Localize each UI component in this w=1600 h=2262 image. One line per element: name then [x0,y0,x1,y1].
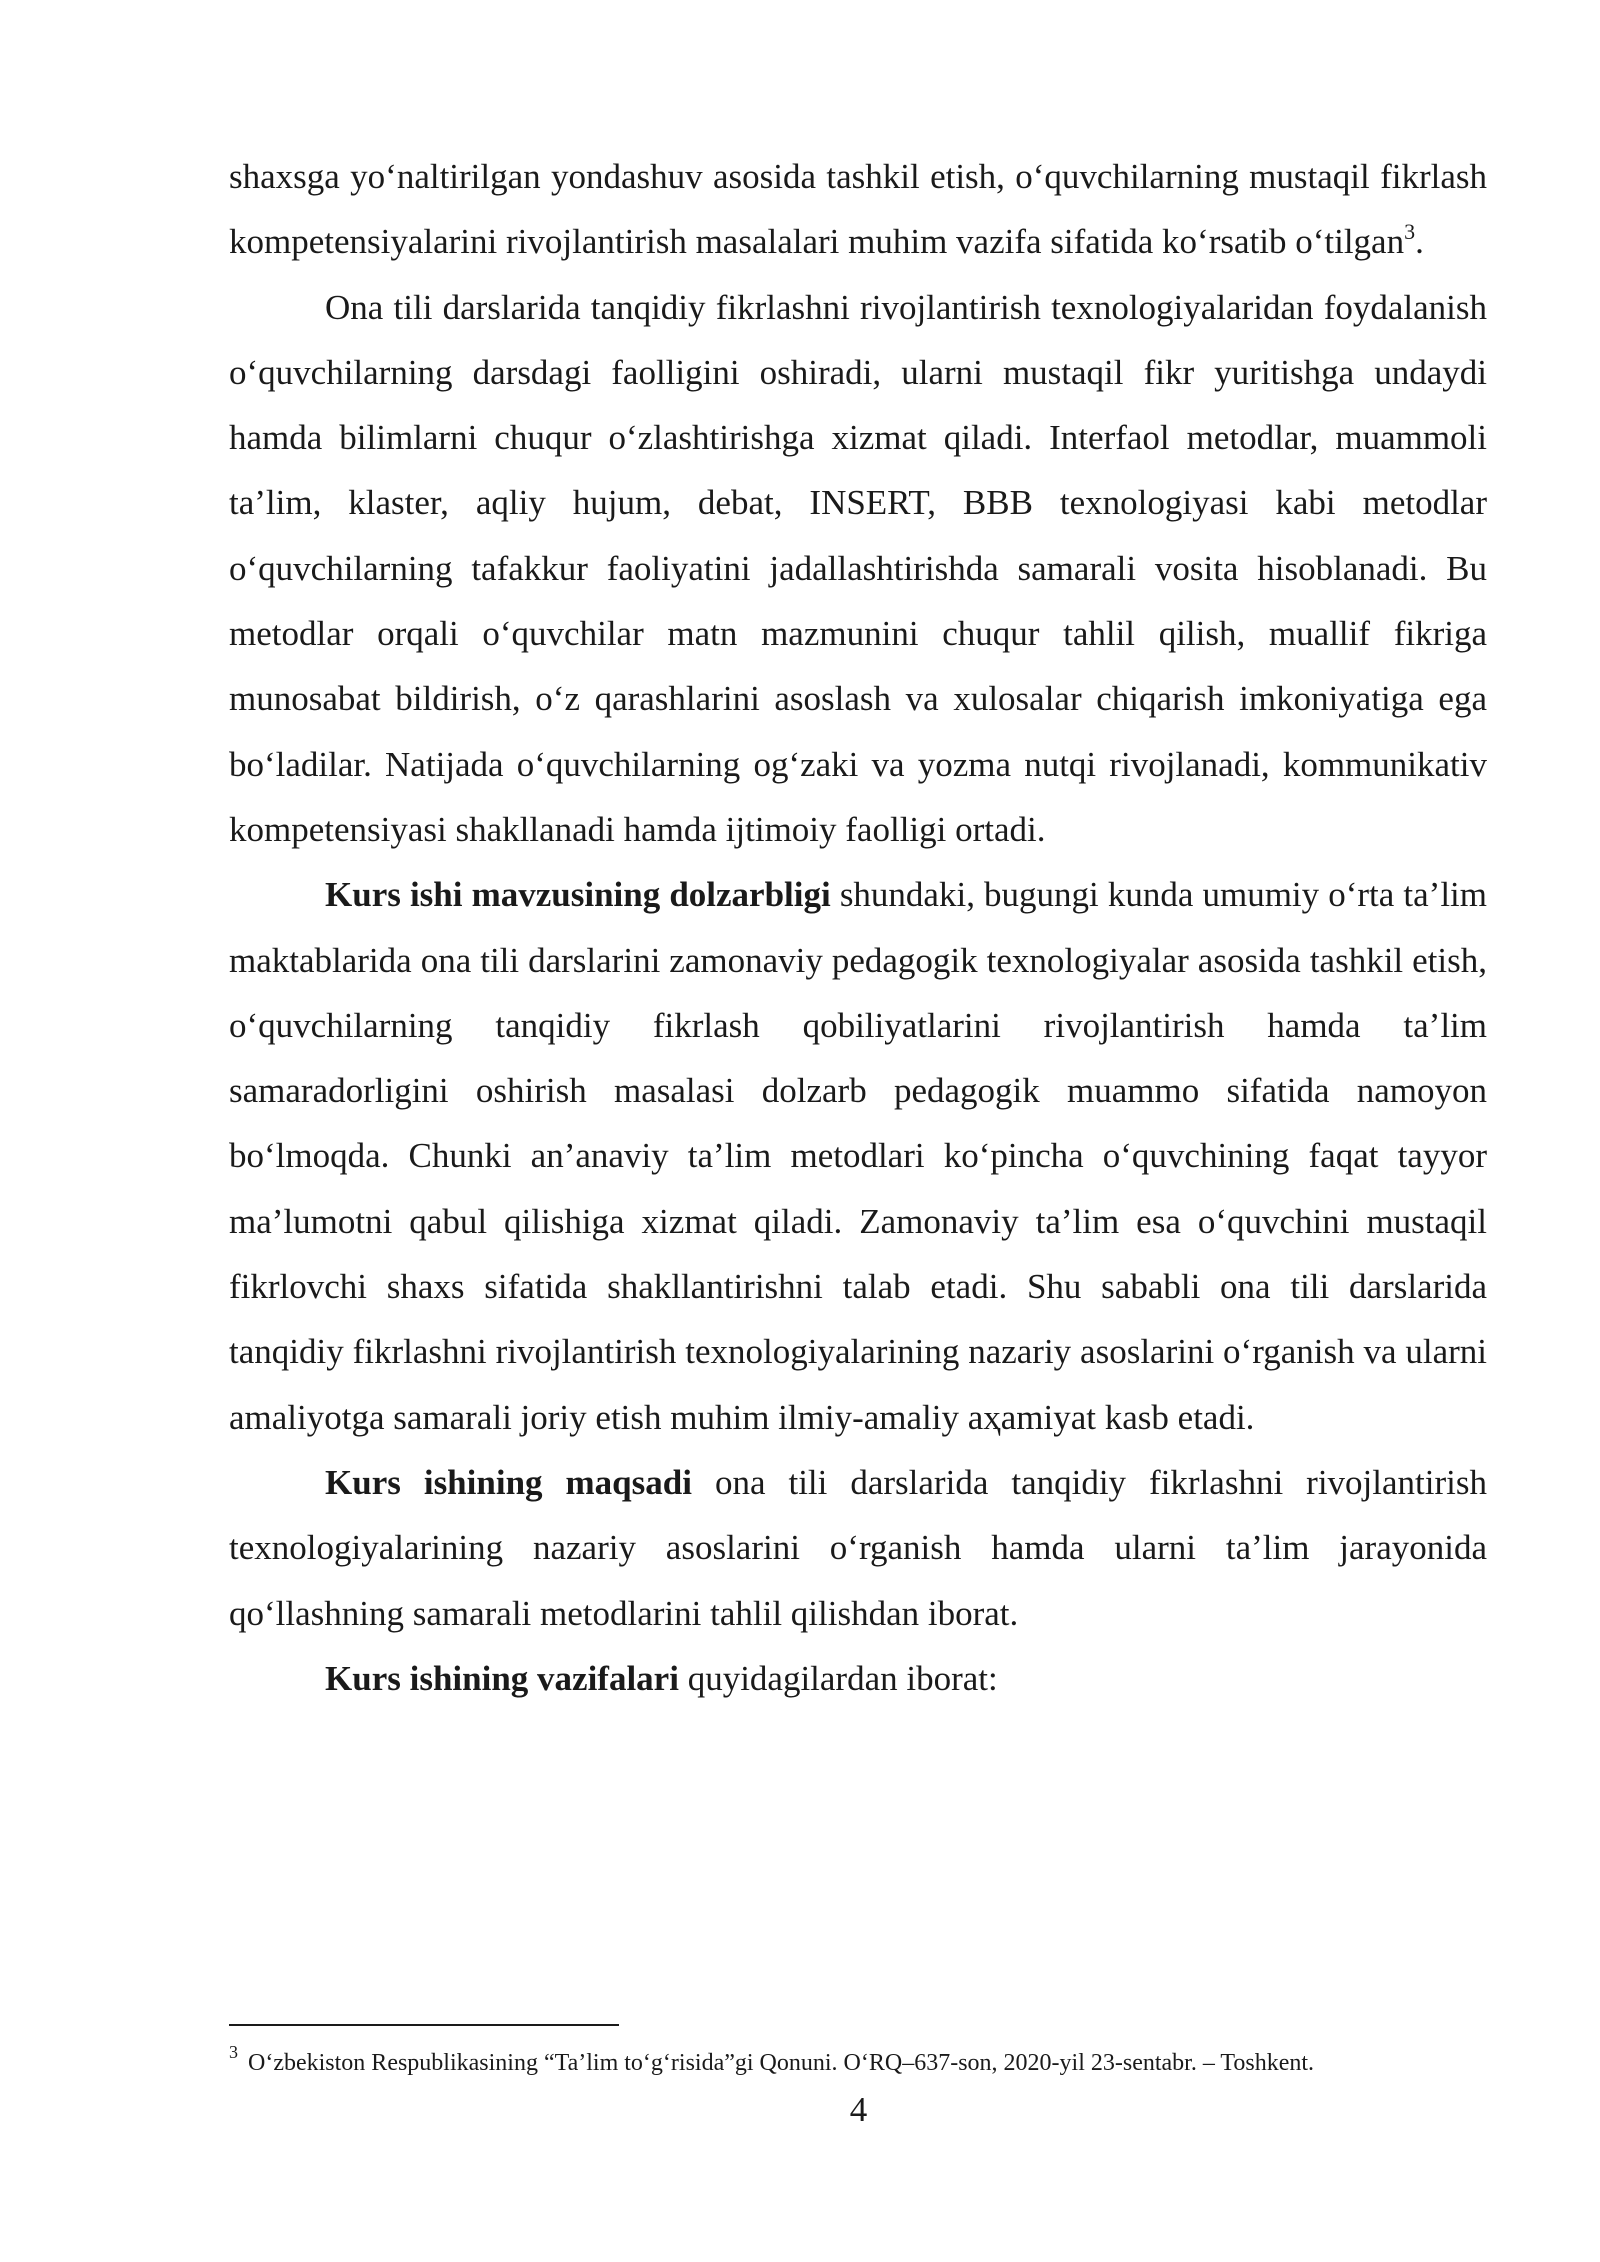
footnote-reference: 3 [1404,219,1416,245]
paragraph-tail: . [1415,222,1424,262]
body-text [229,144,1487,1711]
footnote-separator [229,2024,619,2026]
footnote-text: O‘zbekiston Respublikasining “Ta’lim to‘g‘risida”gi Qonuni. O‘RQ–637-son, 2020-yil 23-sentabr. – Toshkent. [248,2050,1315,2076]
paragraph-continuation [229,144,1487,275]
paragraph-text: ona tili darslarida tanqidiy fikrlashni rivojlantirish texnologiyalarining nazariy asoslarini o‘rganish hamda ularni ta’lim jarayonida qo‘llashning samarali metodlarini tahlil qilishdan iborat. [229,1462,1487,1633]
paragraph-relevance [229,862,1487,1450]
paragraph-lead: Kurs ishining maqsadi [325,1462,692,1502]
paragraph-text: shundaki, bugungi kunda umumiy o‘rta ta’lim maktablarida ona tili darslarini zamonaviy pedagogik texnologiyalar asosida tashkil etish, o‘quvchilarning tanqidiy fikrlash qobiliyatlarini rivojlantirish hamda ta’lim samaradorligini oshirish masalasi dolzarb pedagogik muammo sifatida namoyon bo‘lmoqda. Chunki an’anaviy ta’lim metodlari ko‘pincha o‘quvchining faqat tayyor ma’lumotni qabul qilishiga xizmat qiladi. Zamonaviy ta’lim esa o‘quvchini mustaqil fikrlovchi shaxs sifatida shakllantirishni talab etadi. Shu sababli ona tili darslarida tanqidiy fikrlashni rivojlantirish texnologiyalarining nazariy asoslarini o‘rganish va ularni amaliyotga samarali joriy etish muhim ilmiy-amaliy aҳamiyat kasb etadi. [229,875,1487,1437]
paragraph-methods [229,275,1487,863]
page-number: 4 [849,2090,868,2129]
footnote [229,2042,1487,2080]
paragraph-goal [229,1450,1487,1646]
paragraph-tasks [229,1646,1487,1711]
paragraph-text: quyidagilardan iborat: [678,1658,998,1698]
paragraph-lead: Kurs ishi mavzusining dolzarbligi [325,875,831,915]
paragraph-lead: Kurs ishining vazifalari [325,1658,679,1698]
paragraph-text: shaxsga yo‘naltirilgan yondashuv asosida tashkil etish, o‘quvchilarning mustaqil fikrlash kompetensiyalarini rivojlantirish masalalari muhim vazifa sifatida ko‘rsatib o‘tilgan [229,157,1487,262]
footnote-number: 3 [229,2042,238,2062]
paragraph-text: Ona tili darslarida tanqidiy fikrlashni rivojlantirish texnologiyalaridan foydalanish o‘quvchilarning darsdagi faolligini oshiradi, ularni mustaqil fikr yuritishga undaydi hamda bilimlarni chuqur o‘zlashtirishga xizmat qiladi. Interfaol metodlar, muammoli ta’lim, klaster, aqliy hujum, debat, INSERT, BBB texnologiyasi kabi metodlar o‘quvchilarning tafakkur faoliyatini jadallashtirishda samarali vosita hisoblanadi. Bu metodlar orqali o‘quvchilar matn mazmunini chuqur tahlil qilish, muallif fikriga munosabat bildirish, o‘z qarashlarini asoslash va xulosalar chiqarish imkoniyatiga ega bo‘ladilar. Natijada o‘quvchilarning og‘zaki va yozma nutqi rivojlanadi, kommunikativ kompetensiyasi shakllanadi hamda ijtimoiy faolligi ortadi. [229,287,1487,849]
